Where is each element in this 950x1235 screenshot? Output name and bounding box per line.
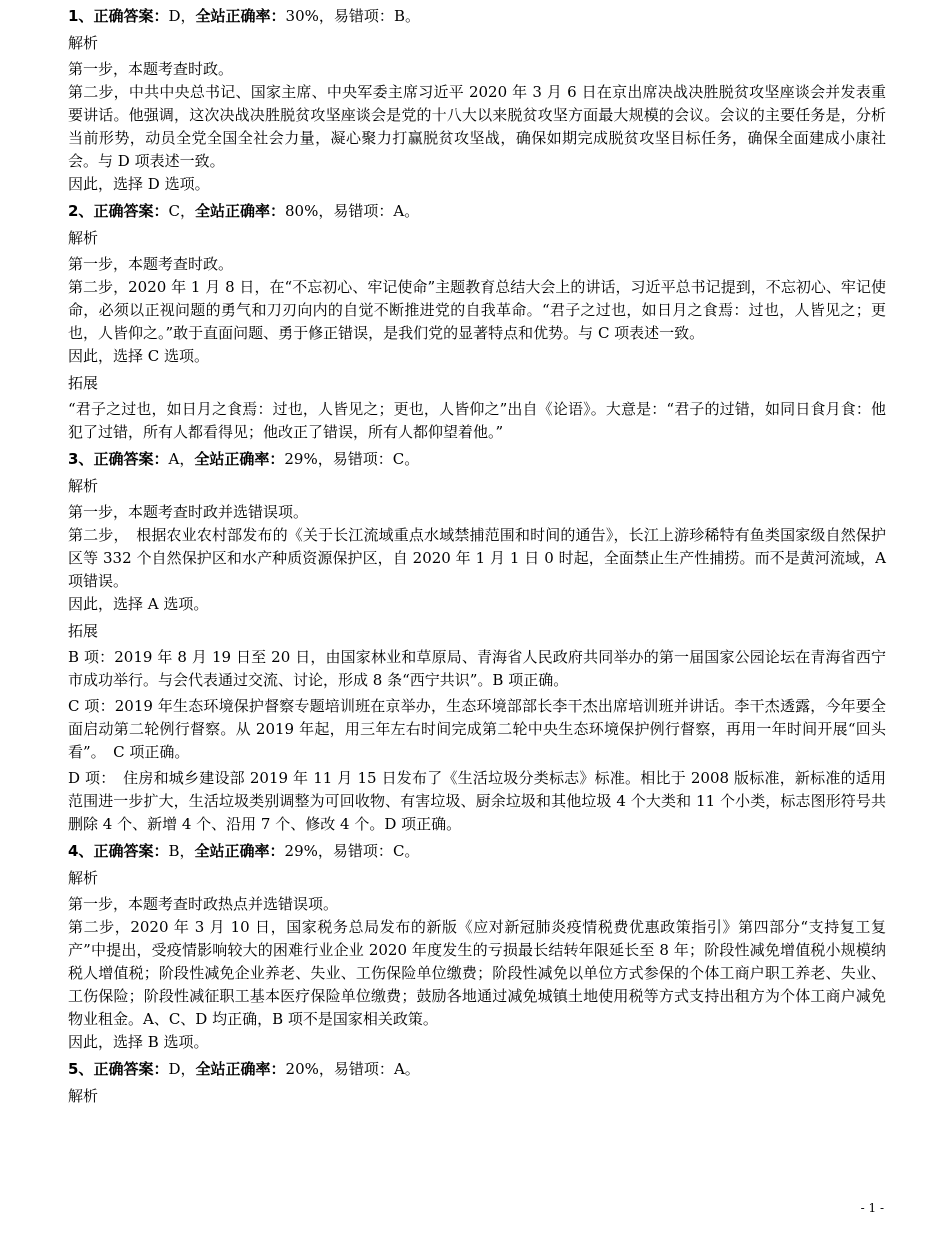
q3-analysis-step2: 第二步， 根据农业农村部发布的《关于长江流域重点水域禁捕范围和时间的通告》，长江上游珍稀特有鱼类国家级自然保护区等 332 个自然保护区和水产种质资源保护区，自 2020 年 1 月 1 日 0 时起，全面禁止生产性捕捞。而不是黄河流域，A 项错误。 [68, 526, 886, 590]
document-page [68, 4, 886, 1111]
q4-analysis-heading: 解析 [68, 869, 99, 887]
q5-wrong-label: 易错项 [333, 1060, 379, 1078]
q4-rate-label: 全站正确率 [194, 842, 270, 860]
q3-number: 3、 [68, 450, 94, 468]
q2-rate: 80% [285, 202, 319, 220]
q2-analysis-conclusion: 因此，选择 C 选项。 [68, 347, 210, 365]
q2-number: 2、 [68, 202, 94, 220]
q3-extension-heading: 拓展 [68, 622, 99, 640]
q5-rate-label: 全站正确率 [195, 1060, 271, 1078]
q5-analysis-heading: 解析 [68, 1087, 99, 1105]
q2-analysis-step1: 第一步，本题考查时政。 [68, 255, 234, 273]
q5-answer-label: 正确答案 [93, 1060, 154, 1078]
question-5-header: 5、正确答案：D，全站正确率：20%，易错项：A。 [68, 1060, 420, 1078]
q4-answer: B [168, 842, 180, 860]
q3-answer-label: 正确答案 [93, 450, 154, 468]
q1-wrong: B [393, 7, 405, 25]
q1-analysis-step2: 第二步，中共中央总书记、国家主席、中央军委主席习近平 2020 年 3 月 6 日在京出席决战决胜脱贫攻坚座谈会并发表重要讲话。他强调，这次决战决胜脱贫攻坚座谈会是党的十八大以来脱贫攻坚方面最大规模的会议。会议的主要任务是，分析当前形势，动员全党全国全社会力量，凝心聚力打赢脱贫攻坚战，确保如期完成脱贫攻坚目标任务，确保全面建成小康社会。与 D 项表述一致。 [68, 83, 886, 170]
q3-extension-b: B 项：2019 年 8 月 19 日至 20 日，由国家林业和草原局、青海省人民政府共同举办的第一届国家公园论坛在青海省西宁市成功举行。与会代表通过交流、讨论，形成 8 条“西宁共识”。B 项正确。 [68, 648, 886, 689]
q1-analysis-heading: 解析 [68, 34, 99, 52]
q1-analysis-conclusion: 因此，选择 D 选项。 [68, 175, 210, 193]
question-3-header: 3、正确答案：A，全站正确率：29%，易错项：C。 [68, 450, 420, 468]
q2-analysis-heading: 解析 [68, 229, 99, 247]
q1-rate: 30% [285, 7, 319, 25]
q4-answer-label: 正确答案 [93, 842, 154, 860]
q4-analysis-step1: 第一步，本题考查时政热点并选错误项。 [68, 895, 339, 913]
page-number: - 1 - [860, 1201, 884, 1215]
q1-analysis-step1: 第一步，本题考查时政。 [68, 60, 234, 78]
q2-answer-label: 正确答案 [93, 202, 154, 220]
q3-extension-c: C 项：2019 年生态环境保护督察专题培训班在京举办，生态环境部部长李干杰出席培训班并讲话。李干杰透露，今年要全面启动第二轮例行督察。从 2019 年起，用三年左右时间完成第二轮中央生态环境保护例行督察，再用一年时间开展“回头看”。 C 项正确。 [68, 697, 886, 761]
q4-wrong: C [392, 842, 405, 860]
q4-number: 4、 [68, 842, 94, 860]
q5-number: 5、 [68, 1060, 94, 1078]
q5-wrong: A [393, 1060, 405, 1078]
q5-answer: D [168, 1060, 181, 1078]
q4-rate: 29% [284, 842, 318, 860]
q1-answer: D [168, 7, 181, 25]
q1-number: 1、 [68, 7, 94, 25]
q3-answer: A [168, 450, 180, 468]
q3-analysis-step1: 第一步，本题考查时政并选错误项。 [68, 503, 309, 521]
q1-answer-label: 正确答案 [93, 7, 154, 25]
q2-rate-label: 全站正确率 [194, 202, 270, 220]
q4-analysis-step2: 第二步，2020 年 3 月 10 日，国家税务总局发布的新版《应对新冠肺炎疫情税费优惠政策指引》第四部分“支持复工复产”中提出，受疫情影响较大的困难行业企业 2020 年度发生的亏损最长结转年限延长至 8 年；阶段性减免增值税小规模纳税人增值税；阶段性减免企业养老、失业、工伤保险单位缴费；阶段性减免以单位方式参保的个体工商户职工养老、失业、工伤保险；阶段性减征职工基本医疗保险单位缴费；鼓励各地通过减免城镇土地使用税等方式支持出租方为个体工商户减免物业租金。A、C、D 均正确，B 项不是国家相关政策。 [68, 918, 886, 1028]
q3-analysis-conclusion: 因此，选择 A 选项。 [68, 595, 209, 613]
question-2-header: 2、正确答案：C，全站正确率：80%，易错项：A。 [68, 202, 420, 220]
q2-extension-heading: 拓展 [68, 374, 99, 392]
q2-extension-text: “君子之过也，如日月之食焉：过也，人皆见之；更也，人皆仰之”出自《论语》。大意是：“君子的过错，如同日食月食：他犯了过错，所有人都看得见；他改正了错误，所有人都仰望着他。” [68, 400, 886, 441]
q2-wrong-label: 易错项 [333, 202, 379, 220]
q3-analysis-heading: 解析 [68, 477, 99, 495]
q4-wrong-label: 易错项 [332, 842, 378, 860]
question-4-header: 4、正确答案：B，全站正确率：29%，易错项：C。 [68, 842, 420, 860]
q1-rate-label: 全站正确率 [195, 7, 271, 25]
q5-rate: 20% [285, 1060, 319, 1078]
q2-answer: C [168, 202, 180, 220]
q4-analysis-conclusion: 因此，选择 B 选项。 [68, 1033, 209, 1051]
q3-wrong-label: 易错项 [332, 450, 378, 468]
question-1-header: 1、正确答案：D，全站正确率：30%，易错项：B。 [68, 7, 420, 25]
q3-rate-label: 全站正确率 [194, 450, 270, 468]
q3-wrong: C [392, 450, 405, 468]
q3-rate: 29% [284, 450, 318, 468]
q2-wrong: A [393, 202, 405, 220]
q2-analysis-step2: 第二步，2020 年 1 月 8 日，在“不忘初心、牢记使命”主题教育总结大会上的讲话，习近平总书记提到，不忘初心、牢记使命，必须以正视问题的勇气和刀刃向内的自觉不断推进党的自我革命。“君子之过也，如日月之食焉：过也，人皆见之；更也，人皆仰之。”敢于直面问题、勇于修正错误，是我们党的显著特点和优势。与 C 项表述一致。 [68, 278, 886, 342]
q3-extension-d: D 项： 住房和城乡建设部 2019 年 11 月 15 日发布了《生活垃圾分类标志》标准。相比于 2008 版标准，新标准的适用范围进一步扩大，生活垃圾类别调整为可回收物、有害垃圾、厨余垃圾和其他垃圾 4 个大类和 11 个小类，标志图形符号共删除 4 个、新增 4 个、沿用 7 个、修改 4 个。D 项正确。 [68, 769, 886, 833]
q1-wrong-label: 易错项 [333, 7, 379, 25]
